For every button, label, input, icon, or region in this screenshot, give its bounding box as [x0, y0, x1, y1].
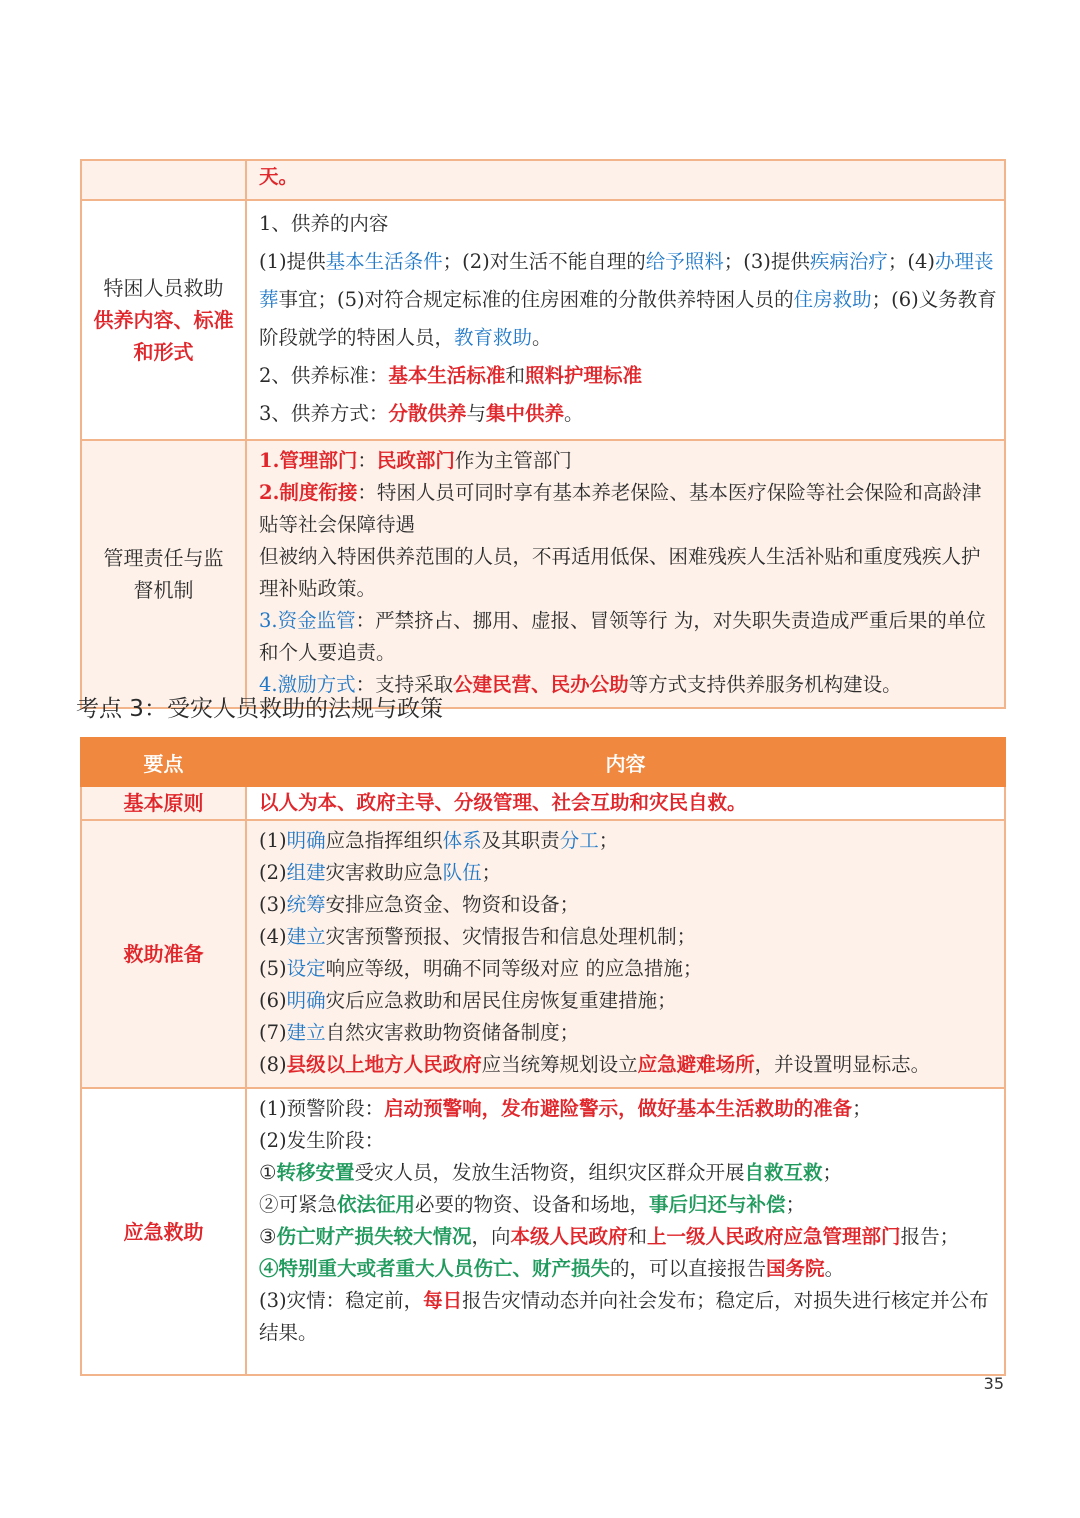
keyword: 本级人民政府 — [510, 1225, 628, 1248]
list-item — [259, 1049, 998, 1081]
text: (1)预警阶段： — [259, 1097, 385, 1120]
keyword: 队伍 — [442, 861, 482, 884]
number: (1) — [259, 829, 287, 852]
keyword: 激励方式 — [277, 673, 356, 696]
keyword: 公建民营、民办公助 — [453, 673, 629, 696]
keyword: 分散供养 — [388, 402, 467, 425]
number: (5) — [259, 957, 287, 980]
content-paragraph — [259, 477, 998, 541]
text: ；(2)对生活不能自理的 — [442, 250, 646, 273]
list-item — [259, 1221, 998, 1253]
number: (2) — [259, 861, 287, 884]
content-cell — [246, 160, 1005, 200]
page-number: 35 — [983, 1374, 1004, 1393]
text: 必要的物资、设备和场地， — [415, 1193, 650, 1216]
list-item — [259, 921, 998, 953]
keyword: 组建 — [286, 861, 326, 884]
disaster-relief-table — [80, 737, 1006, 1376]
table-row — [81, 820, 1005, 1088]
label-cell — [81, 440, 246, 708]
content-cell — [246, 820, 1005, 1088]
list-item — [259, 857, 998, 889]
keyword: 依法征用 — [337, 1193, 416, 1216]
keyword: 基本生活标准 — [388, 364, 506, 387]
text: ；(6)义务教育阶段就学的特困人员， — [259, 288, 997, 349]
keyword: 国务院 — [766, 1257, 825, 1280]
keyword: 统筹 — [286, 893, 326, 916]
text: 受灾人员，发放生活物资，组织灾区群众开展 — [354, 1161, 745, 1184]
text: 自然灾害救助物资储备制度； — [325, 1021, 580, 1044]
text: ① — [259, 1161, 277, 1184]
header-cell: 要点 — [81, 738, 246, 786]
text: ；(4) — [887, 250, 936, 273]
list-item — [259, 1189, 998, 1221]
list-item — [259, 953, 998, 985]
row-label: 管理责任与监 — [103, 546, 224, 570]
text: 2、供养标准： — [259, 364, 389, 387]
number: 2. — [259, 481, 280, 504]
keyword: 应急避难场所 — [637, 1053, 755, 1076]
text: 。 — [532, 326, 552, 349]
keyword: 转移安置 — [276, 1161, 355, 1184]
text: ； — [481, 861, 502, 884]
keyword: 上一级人民政府应急管理部门 — [647, 1225, 901, 1248]
table-row — [81, 786, 1005, 820]
text: ：严禁挤占、挪用、虚报、冒领等行 为，对失职失责造成严重后果的单位和个人要追责。 — [259, 609, 986, 664]
list-item — [259, 889, 998, 921]
text: 。 — [824, 1257, 845, 1280]
row-label: 应急救助 — [81, 1088, 246, 1375]
text: ，向 — [471, 1225, 511, 1248]
list-item — [259, 1253, 998, 1285]
text: ②可紧急 — [259, 1193, 338, 1216]
text: ：特困人员可同时享有基本养老保险、基本医疗保险等社会保险和高龄津贴等社会保障待遇 — [259, 481, 982, 536]
section-heading: 考点 3：受灾人员救助的法规与政策 — [76, 696, 443, 722]
label-cell — [81, 200, 246, 440]
support-table — [80, 159, 1006, 709]
text: 应急指挥组织 — [325, 829, 443, 852]
text: ：支持采取 — [355, 673, 454, 696]
keyword: 体系 — [442, 829, 482, 852]
number: (6) — [259, 989, 287, 1012]
text: ； — [598, 829, 619, 852]
content-paragraph — [259, 605, 998, 669]
keyword: 民政部门 — [376, 449, 455, 472]
table-row — [81, 1088, 1005, 1375]
text: ； — [822, 1161, 843, 1184]
keyword: 基本生活条件 — [325, 250, 443, 273]
keyword: 管理部门 — [279, 449, 358, 472]
keyword: 建立 — [286, 925, 326, 948]
keyword: 事后归还与补偿 — [649, 1193, 786, 1216]
keyword: 住房救助 — [793, 288, 872, 311]
text: 应当统筹规划设立 — [481, 1053, 638, 1076]
number: (4) — [259, 925, 287, 948]
keyword: 设定 — [286, 957, 326, 980]
keyword: 分工 — [559, 829, 599, 852]
row-label-highlight: 和形式 — [133, 340, 194, 364]
row-label: 特困人员救助 — [103, 276, 224, 300]
keyword: 照料护理标准 — [524, 364, 642, 387]
content-paragraph: 但被纳入特困供养范围的人员，不再适用低保、困难残疾人生活补贴和重度残疾人护理补贴政策。 — [259, 545, 981, 600]
list-item — [259, 1157, 998, 1189]
text: ； — [852, 1097, 872, 1120]
keyword: 制度衔接 — [279, 481, 358, 504]
text: 和 — [505, 364, 525, 387]
text: 3、供养方式： — [259, 402, 389, 425]
text: ③ — [259, 1225, 277, 1248]
content-cell — [246, 440, 1005, 708]
content-line: 1、供养的内容 — [259, 212, 389, 235]
content-paragraph — [259, 243, 998, 357]
text: 事宜；(5)对符合规定标准的住房困难的分散供养特困人员的 — [278, 288, 794, 311]
keyword: 特别重大或者重大人员伤亡、财产损失 — [278, 1257, 611, 1280]
text: 的，可以直接报告 — [610, 1257, 767, 1280]
text: ；(3)提供 — [723, 250, 810, 273]
keyword: 启动预警响，发布避险警示，做好基本生活救助的准备 — [384, 1097, 853, 1120]
keyword: 明确 — [286, 829, 326, 852]
text: ： — [357, 449, 377, 472]
keyword: 资金监管 — [277, 609, 356, 632]
text: 及其职责 — [481, 829, 560, 852]
keyword: 疾病治疗 — [809, 250, 888, 273]
text: ； — [785, 1193, 806, 1216]
table-row — [81, 160, 1005, 200]
list-item — [259, 1093, 998, 1125]
text: 等方式支持供养服务机构建设。 — [628, 673, 902, 696]
keyword: 自救互救 — [744, 1161, 823, 1184]
keyword: 给予照料 — [645, 250, 724, 273]
continued-text: 天。 — [259, 165, 299, 188]
row-label: 基本原则 — [81, 786, 246, 820]
text: ④ — [259, 1257, 279, 1280]
table-row — [81, 440, 1005, 708]
text: (3)灾情：稳定前， — [259, 1289, 424, 1312]
number: 4. — [259, 673, 278, 696]
number: (7) — [259, 1021, 287, 1044]
text: 灾后应急救助和居民住房恢复重建措施； — [325, 989, 677, 1012]
table-row — [81, 200, 1005, 440]
text: 报告灾情动态并向社会发布；稳定后，对损失进行核定并公布结果。 — [259, 1289, 989, 1344]
header-cell: 内容 — [246, 738, 1005, 786]
list-item: (2)发生阶段： — [259, 1129, 385, 1152]
content-cell — [246, 200, 1005, 440]
text: ，并设置明显标志。 — [754, 1053, 931, 1076]
list-item — [259, 1285, 998, 1349]
text: 报告； — [900, 1225, 960, 1248]
row-label: 救助准备 — [81, 820, 246, 1088]
text: 灾害预警预报、灾情报告和信息处理机制； — [325, 925, 697, 948]
content-line — [259, 357, 998, 395]
content-cell — [246, 1088, 1005, 1375]
list-item — [259, 985, 998, 1017]
number: (8) — [259, 1053, 287, 1076]
keyword: 建立 — [286, 1021, 326, 1044]
label-cell-empty — [81, 160, 246, 200]
content-line — [259, 445, 998, 477]
keyword: 县级以上地方人民政府 — [286, 1053, 482, 1076]
list-item — [259, 825, 998, 857]
row-label: 督机制 — [133, 578, 194, 602]
keyword: 明确 — [286, 989, 326, 1012]
content-cell: 以人为本、政府主导、分级管理、社会互助和灾民自救。 — [246, 786, 1005, 820]
text: 安排应急资金、物资和设备； — [325, 893, 580, 916]
number: 3. — [259, 609, 278, 632]
list-item — [259, 1017, 998, 1049]
keyword: 每日 — [423, 1289, 463, 1312]
keyword: 伤亡财产损失较大情况 — [276, 1225, 472, 1248]
text: 与 — [466, 402, 486, 425]
keyword: 集中供养 — [485, 402, 564, 425]
keyword: 办理丧葬 — [259, 250, 994, 311]
text: 。 — [563, 402, 584, 425]
row-label-highlight: 供养内容、标准 — [93, 308, 234, 332]
text: (1)提供 — [259, 250, 326, 273]
text: 和 — [627, 1225, 648, 1248]
number: (3) — [259, 893, 287, 916]
text: 作为主管部门 — [454, 449, 572, 472]
header-row — [81, 738, 1005, 786]
keyword: 教育救助 — [454, 326, 533, 349]
text: 灾害救助应急 — [325, 861, 443, 884]
number: 1. — [259, 449, 280, 472]
content-line — [259, 395, 998, 433]
text: 响应等级，明确不同等级对应 的应急措施； — [325, 957, 703, 980]
